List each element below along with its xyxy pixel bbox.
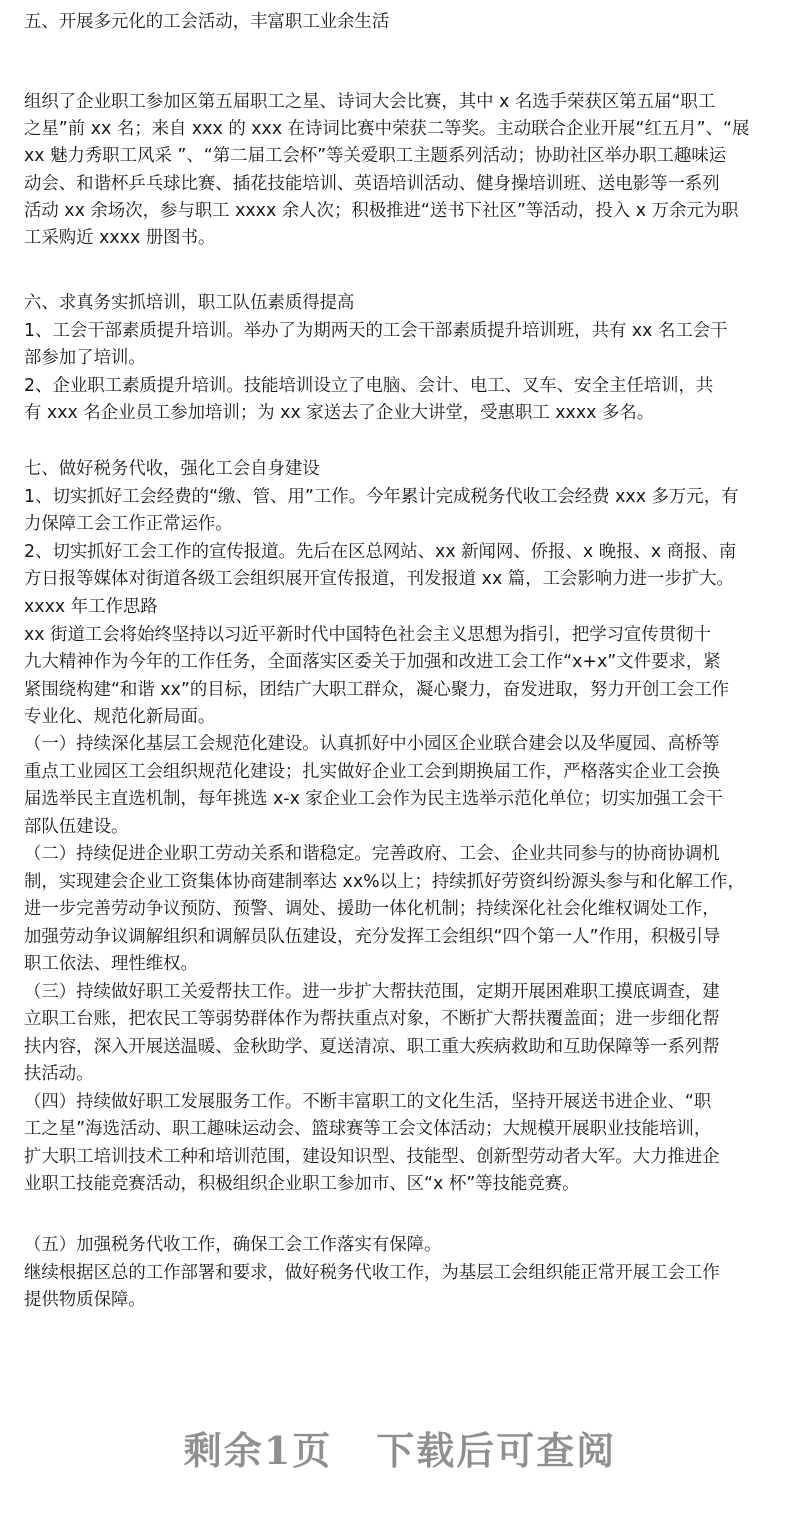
paragraph-line: 有 xxx 名企业员工参加培训；为 xx 家送去了企业大讲堂，受惠职工 xxxx 多名。: [24, 403, 655, 423]
paragraph-line: 加强劳动争议调解组织和调解员队伍建设，充分发挥工会组织“四个第一人”作用，积极引导: [24, 927, 721, 947]
paragraph-line: 九大精神作为今年的工作任务，全面落实区委关于加强和改进工会工作“x+x”文件要求，紧: [24, 652, 721, 672]
paragraph-line: 扶活动。: [24, 1064, 94, 1084]
paragraph-line: 2、企业职工素质提升培训。技能培训设立了电脑、会计、电工、叉车、安全主任培训，共: [24, 376, 714, 396]
paragraph-line: （三）持续做好职工关爱帮扶工作。进一步扩大帮扶范围，定期开展困难职工摸底调查，建: [24, 982, 720, 1002]
paragraph-line: （二）持续促进企业职工劳动关系和谐稳定。完善政府、工会、企业共同参与的协商协调机: [24, 844, 720, 864]
section-heading: xxxx 年工作思路: [24, 597, 158, 617]
paragraph-line: 立职工台账，把农民工等弱势群体作为帮扶重点对象，不断扩大帮扶覆盖面；进一步细化帮: [24, 1009, 720, 1029]
paragraph-line: 方日报等媒体对街道各级工会组织展开宣传报道，刊发报道 xx 篇，工会影响力进一步扩大。: [24, 569, 734, 589]
section-heading: 七、做好税务代收，强化工会自身建设: [24, 459, 320, 479]
paragraph-line: 职工依法、理性维权。: [24, 954, 198, 974]
paragraph-line: 动会、和谐杯乒乓球比赛、插花技能培训、英语培训活动、健身操培训班、送电影等一系列: [24, 174, 720, 194]
section-heading: 六、求真务实抓培训，职工队伍素质得提高: [24, 293, 355, 313]
paragraph-line: 组织了企业职工参加区第五届职工之星、诗词大会比赛，其中 x 名选手荣获区第五届“职工: [24, 92, 716, 112]
paragraph-line: （四）持续做好职工发展服务工作。不断丰富职工的文化生活，坚持开展送书进企业、“职: [24, 1092, 712, 1112]
paragraph-line: 1、切实抓好工会经费的“缴、管、用”工作。今年累计完成税务代收工会经费 xxx 多万元，有: [24, 487, 739, 507]
paragraph-line: 之星”前 xx 名；来自 xxx 的 xxx 在诗词比赛中荣获二等奖。主动联合企业开展“红五月”、“展: [24, 119, 750, 139]
paragraph-line: 2、切实抓好工会工作的宣传报道。先后在区总网站、xx 新闻网、侨报、x 晚报、x 商报、南: [24, 542, 737, 562]
paragraph-line: 扶内容，深入开展送温暖、金秋助学、夏送清凉、职工重大疾病救助和互助保障等一系列帮: [24, 1037, 720, 1057]
paragraph-line: 扩大职工培训技术工种和培训范围，建设知识型、技能型、创新型劳动者大军。大力推进企: [24, 1147, 720, 1167]
section-heading: 五、开展多元化的工会活动，丰富职工业余生活: [24, 12, 390, 32]
paragraph-line: 1、工会干部素质提升培训。举办了为期两天的工会干部素质提升培训班，共有 xx 名工会干: [24, 321, 728, 341]
paragraph-line: 活动 xx 余场次，参与职工 xxxx 余人次；积极推进“送书下社区”等活动，投入 x 万余元为职: [24, 201, 739, 221]
paragraph-line: 部队伍建设。: [24, 817, 129, 837]
download-to-view-label: 下载后可查阅: [376, 1428, 617, 1473]
paragraph-line: 制，实现建会企业工资集体协商建制率达 xx%以上；持续抓好劳资纠纷源头参与和化解工作，: [24, 872, 745, 892]
paragraph-line: xx 街道工会将始终坚持以习近平新时代中国特色社会主义思想为指引，把学习宣传贯彻十: [24, 625, 711, 645]
download-prompt[interactable]: [0, 1420, 800, 1475]
paragraph-line: 届选举民主直选机制，每年挑选 x-x 家企业工会作为民主选举示范化单位；切实加强工会干: [24, 789, 723, 809]
paragraph-line: 紧围绕构建“和谐 xx”的目标，团结广大职工群众，凝心聚力，奋发进取，努力开创工会工作: [24, 680, 729, 700]
section-heading: （五）加强税务代收工作，确保工会工作落实有保障。: [24, 1235, 442, 1255]
paragraph-line: xx 魅力秀职工风采 ”、“第二届工会杯”等关爱职工主题系列活动；协助社区举办职工趣味运: [24, 146, 727, 166]
paragraph-line: 进一步完善劳动争议预防、预警、调处、援助一体化机制；持续深化社会化维权调处工作，: [24, 899, 720, 919]
paragraph-line: 工采购近 xxxx 册图书。: [24, 228, 216, 248]
paragraph-line: 部参加了培训。: [24, 348, 146, 368]
paragraph-line: 工之星”海选活动、职工趣味运动会、篮球赛等工会文体活动；大规模开展职业技能培训，: [24, 1119, 712, 1139]
paragraph-line: 重点工业园区工会组织规范化建设；扎实做好企业工会到期换届工作，严格落实企业工会换: [24, 762, 720, 782]
paragraph-line: 力保障工会工作正常运作。: [24, 514, 233, 534]
paragraph-line: 提供物质保障。: [24, 1290, 146, 1310]
paragraph-line: 专业化、规范化新局面。: [24, 707, 216, 727]
paragraph-line: （一）持续深化基层工会规范化建设。认真抓好中小园区企业联合建会以及华厦园、高桥等: [24, 734, 720, 754]
remaining-pages-label: 剩余1页: [183, 1428, 333, 1473]
paragraph-line: 继续根据区总的工作部署和要求，做好税务代收工作，为基层工会组织能正常开展工会工作: [24, 1263, 720, 1283]
paragraph-line: 业职工技能竞赛活动，积极组织企业职工参加市、区“x 杯”等技能竞赛。: [24, 1174, 580, 1194]
